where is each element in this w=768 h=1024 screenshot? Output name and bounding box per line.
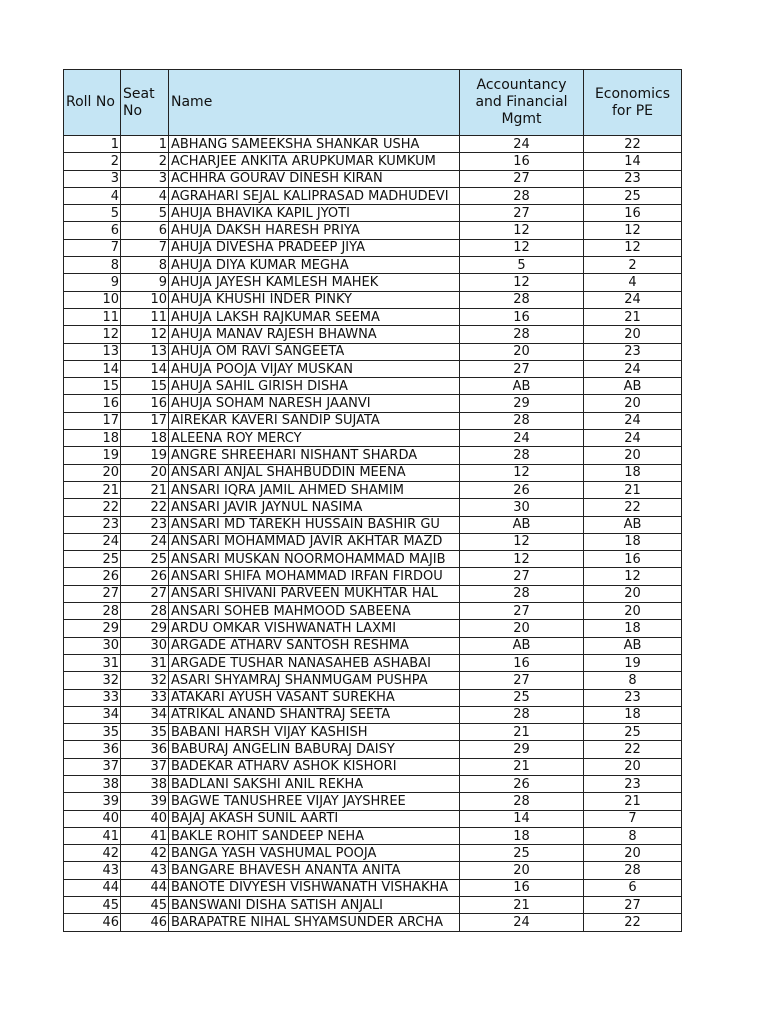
accountancy-mark-cell: 12	[460, 533, 584, 550]
accountancy-mark-cell: 18	[460, 827, 584, 844]
seat-no-cell: 46	[121, 914, 169, 931]
accountancy-mark-cell: 21	[460, 897, 584, 914]
accountancy-mark-cell: AB	[460, 637, 584, 654]
accountancy-mark-cell: 27	[460, 568, 584, 585]
accountancy-mark-cell: 27	[460, 170, 584, 187]
table-row	[64, 603, 682, 620]
economics-mark-cell: 16	[584, 205, 682, 222]
table-row	[64, 326, 682, 343]
roll-no-cell: 41	[64, 827, 121, 844]
accountancy-mark-cell: 25	[460, 689, 584, 706]
economics-mark-cell: 21	[584, 481, 682, 498]
table-row	[64, 378, 682, 395]
roll-no-cell: 45	[64, 897, 121, 914]
student-name-cell: AHUJA POOJA VIJAY MUSKAN	[169, 360, 460, 377]
seat-no-cell: 35	[121, 724, 169, 741]
student-name-cell: ACHHRA GOURAV DINESH KIRAN	[169, 170, 460, 187]
student-name-cell: AHUJA BHAVIKA KAPIL JYOTI	[169, 205, 460, 222]
student-name-cell: AHUJA DIYA KUMAR MEGHA	[169, 257, 460, 274]
roll-no-cell: 7	[64, 239, 121, 256]
economics-mark-cell: 12	[584, 568, 682, 585]
accountancy-mark-cell: 28	[460, 291, 584, 308]
student-name-cell: BAGWE TANUSHREE VIJAY JAYSHREE	[169, 793, 460, 810]
header-accountancy: Accountancy and Financial Mgmt	[460, 70, 584, 136]
seat-no-cell: 17	[121, 412, 169, 429]
economics-mark-cell: 2	[584, 257, 682, 274]
roll-no-cell: 18	[64, 430, 121, 447]
student-name-cell: AHUJA SAHIL GIRISH DISHA	[169, 378, 460, 395]
economics-mark-cell: 6	[584, 879, 682, 896]
roll-no-cell: 1	[64, 136, 121, 153]
economics-mark-cell: 25	[584, 187, 682, 204]
seat-no-cell: 45	[121, 897, 169, 914]
table-row	[64, 568, 682, 585]
roll-no-cell: 20	[64, 464, 121, 481]
economics-mark-cell: 20	[584, 326, 682, 343]
seat-no-cell: 3	[121, 170, 169, 187]
student-name-cell: ANSARI MD TAREKH HUSSAIN BASHIR GU	[169, 516, 460, 533]
economics-mark-cell: 20	[584, 395, 682, 412]
accountancy-mark-cell: 26	[460, 775, 584, 792]
seat-no-cell: 26	[121, 568, 169, 585]
roll-no-cell: 28	[64, 603, 121, 620]
accountancy-mark-cell: 5	[460, 257, 584, 274]
roll-no-cell: 26	[64, 568, 121, 585]
table-row	[64, 499, 682, 516]
accountancy-mark-cell: 29	[460, 741, 584, 758]
economics-mark-cell: 4	[584, 274, 682, 291]
table-row	[64, 343, 682, 360]
roll-no-cell: 16	[64, 395, 121, 412]
seat-no-cell: 40	[121, 810, 169, 827]
seat-no-cell: 1	[121, 136, 169, 153]
accountancy-mark-cell: 28	[460, 187, 584, 204]
table-row	[64, 689, 682, 706]
seat-no-cell: 34	[121, 706, 169, 723]
table-row	[64, 274, 682, 291]
economics-mark-cell: 28	[584, 862, 682, 879]
table-row	[64, 845, 682, 862]
student-name-cell: AHUJA SOHAM NARESH JAANVI	[169, 395, 460, 412]
roll-no-cell: 4	[64, 187, 121, 204]
accountancy-mark-cell: 27	[460, 603, 584, 620]
economics-mark-cell: 23	[584, 170, 682, 187]
student-name-cell: BARAPATRE NIHAL SHYAMSUNDER ARCHA	[169, 914, 460, 931]
student-name-cell: ANSARI ANJAL SHAHBUDDIN MEENA	[169, 464, 460, 481]
roll-no-cell: 9	[64, 274, 121, 291]
table-row	[64, 533, 682, 550]
student-name-cell: BANOTE DIVYESH VISHWANATH VISHAKHA	[169, 879, 460, 896]
accountancy-mark-cell: 12	[460, 274, 584, 291]
student-name-cell: AIREKAR KAVERI SANDIP SUJATA	[169, 412, 460, 429]
roll-no-cell: 24	[64, 533, 121, 550]
accountancy-mark-cell: 20	[460, 862, 584, 879]
seat-no-cell: 20	[121, 464, 169, 481]
table-row	[64, 585, 682, 602]
seat-no-cell: 15	[121, 378, 169, 395]
student-name-cell: ALEENA ROY MERCY	[169, 430, 460, 447]
header-roll-no: Roll No	[64, 70, 121, 136]
student-name-cell: BABANI HARSH VIJAY KASHISH	[169, 724, 460, 741]
roll-no-cell: 13	[64, 343, 121, 360]
student-name-cell: AHUJA DIVESHA PRADEEP JIYA	[169, 239, 460, 256]
header-name: Name	[169, 70, 460, 136]
economics-mark-cell: 20	[584, 758, 682, 775]
accountancy-mark-cell: 28	[460, 447, 584, 464]
student-name-cell: AHUJA JAYESH KAMLESH MAHEK	[169, 274, 460, 291]
seat-no-cell: 42	[121, 845, 169, 862]
table-row	[64, 551, 682, 568]
seat-no-cell: 29	[121, 620, 169, 637]
economics-mark-cell: 22	[584, 741, 682, 758]
economics-mark-cell: 21	[584, 308, 682, 325]
roll-no-cell: 34	[64, 706, 121, 723]
economics-mark-cell: 21	[584, 793, 682, 810]
table-row	[64, 136, 682, 153]
roll-no-cell: 31	[64, 654, 121, 671]
table-row	[64, 170, 682, 187]
accountancy-mark-cell: 24	[460, 136, 584, 153]
student-name-cell: ARDU OMKAR VISHWANATH LAXMI	[169, 620, 460, 637]
table-row	[64, 257, 682, 274]
seat-no-cell: 39	[121, 793, 169, 810]
marks-table	[63, 69, 682, 932]
student-name-cell: AHUJA LAKSH RAJKUMAR SEEMA	[169, 308, 460, 325]
table-row	[64, 412, 682, 429]
table-row	[64, 654, 682, 671]
table-row	[64, 879, 682, 896]
economics-mark-cell: AB	[584, 378, 682, 395]
seat-no-cell: 43	[121, 862, 169, 879]
roll-no-cell: 6	[64, 222, 121, 239]
seat-no-cell: 21	[121, 481, 169, 498]
table-row	[64, 758, 682, 775]
seat-no-cell: 4	[121, 187, 169, 204]
student-name-cell: BADEKAR ATHARV ASHOK KISHORI	[169, 758, 460, 775]
economics-mark-cell: 24	[584, 430, 682, 447]
economics-mark-cell: 24	[584, 291, 682, 308]
student-name-cell: ARGADE ATHARV SANTOSH RESHMA	[169, 637, 460, 654]
roll-no-cell: 35	[64, 724, 121, 741]
economics-mark-cell: 14	[584, 153, 682, 170]
table-row	[64, 672, 682, 689]
economics-mark-cell: 19	[584, 654, 682, 671]
student-name-cell: AHUJA MANAV RAJESH BHAWNA	[169, 326, 460, 343]
student-name-cell: ATAKARI AYUSH VASANT SUREKHA	[169, 689, 460, 706]
economics-mark-cell: 18	[584, 620, 682, 637]
economics-mark-cell: 22	[584, 914, 682, 931]
accountancy-mark-cell: 14	[460, 810, 584, 827]
economics-mark-cell: 7	[584, 810, 682, 827]
seat-no-cell: 16	[121, 395, 169, 412]
roll-no-cell: 27	[64, 585, 121, 602]
table-row	[64, 308, 682, 325]
student-name-cell: ANSARI SOHEB MAHMOOD SABEENA	[169, 603, 460, 620]
seat-no-cell: 11	[121, 308, 169, 325]
accountancy-mark-cell: 20	[460, 620, 584, 637]
economics-mark-cell: AB	[584, 516, 682, 533]
accountancy-mark-cell: 12	[460, 551, 584, 568]
roll-no-cell: 22	[64, 499, 121, 516]
economics-mark-cell: AB	[584, 637, 682, 654]
seat-no-cell: 30	[121, 637, 169, 654]
seat-no-cell: 7	[121, 239, 169, 256]
table-row	[64, 516, 682, 533]
seat-no-cell: 6	[121, 222, 169, 239]
roll-no-cell: 43	[64, 862, 121, 879]
table-row	[64, 897, 682, 914]
accountancy-mark-cell: 21	[460, 758, 584, 775]
accountancy-mark-cell: 24	[460, 914, 584, 931]
seat-no-cell: 10	[121, 291, 169, 308]
table-body	[64, 136, 682, 932]
seat-no-cell: 28	[121, 603, 169, 620]
accountancy-mark-cell: 12	[460, 464, 584, 481]
student-name-cell: ATRIKAL ANAND SHANTRAJ SEETA	[169, 706, 460, 723]
accountancy-mark-cell: 16	[460, 153, 584, 170]
table-row	[64, 620, 682, 637]
economics-mark-cell: 20	[584, 585, 682, 602]
student-name-cell: ANSARI SHIFA MOHAMMAD IRFAN FIRDOU	[169, 568, 460, 585]
accountancy-mark-cell: 24	[460, 430, 584, 447]
accountancy-mark-cell: 27	[460, 205, 584, 222]
seat-no-cell: 18	[121, 430, 169, 447]
header-economics: Economics for PE	[584, 70, 682, 136]
table-row	[64, 706, 682, 723]
seat-no-cell: 14	[121, 360, 169, 377]
student-name-cell: ANSARI MOHAMMAD JAVIR AKHTAR MAZD	[169, 533, 460, 550]
student-name-cell: AHUJA DAKSH HARESH PRIYA	[169, 222, 460, 239]
economics-mark-cell: 24	[584, 360, 682, 377]
accountancy-mark-cell: 27	[460, 672, 584, 689]
roll-no-cell: 46	[64, 914, 121, 931]
student-name-cell: ASARI SHYAMRAJ SHANMUGAM PUSHPA	[169, 672, 460, 689]
economics-mark-cell: 18	[584, 533, 682, 550]
economics-mark-cell: 8	[584, 672, 682, 689]
economics-mark-cell: 8	[584, 827, 682, 844]
roll-no-cell: 37	[64, 758, 121, 775]
student-name-cell: ABHANG SAMEEKSHA SHANKAR USHA	[169, 136, 460, 153]
accountancy-mark-cell: 16	[460, 879, 584, 896]
table-row	[64, 222, 682, 239]
seat-no-cell: 27	[121, 585, 169, 602]
student-name-cell: ANSARI JAVIR JAYNUL NASIMA	[169, 499, 460, 516]
accountancy-mark-cell: 27	[460, 360, 584, 377]
seat-no-cell: 24	[121, 533, 169, 550]
student-name-cell: ACHARJEE ANKITA ARUPKUMAR KUMKUM	[169, 153, 460, 170]
economics-mark-cell: 23	[584, 343, 682, 360]
economics-mark-cell: 20	[584, 845, 682, 862]
student-name-cell: BABURAJ ANGELIN BABURAJ DAISY	[169, 741, 460, 758]
roll-no-cell: 5	[64, 205, 121, 222]
accountancy-mark-cell: 29	[460, 395, 584, 412]
table-row	[64, 637, 682, 654]
roll-no-cell: 23	[64, 516, 121, 533]
accountancy-mark-cell: 28	[460, 793, 584, 810]
roll-no-cell: 25	[64, 551, 121, 568]
economics-mark-cell: 22	[584, 136, 682, 153]
accountancy-mark-cell: 25	[460, 845, 584, 862]
seat-no-cell: 25	[121, 551, 169, 568]
student-name-cell: ANSARI MUSKAN NOORMOHAMMAD MAJIB	[169, 551, 460, 568]
seat-no-cell: 44	[121, 879, 169, 896]
economics-mark-cell: 16	[584, 551, 682, 568]
roll-no-cell: 36	[64, 741, 121, 758]
economics-mark-cell: 12	[584, 239, 682, 256]
accountancy-mark-cell: 28	[460, 585, 584, 602]
student-name-cell: BANGA YASH VASHUMAL POOJA	[169, 845, 460, 862]
student-name-cell: BAKLE ROHIT SANDEEP NEHA	[169, 827, 460, 844]
roll-no-cell: 12	[64, 326, 121, 343]
table-row	[64, 464, 682, 481]
table-row	[64, 793, 682, 810]
student-name-cell: BAJAJ AKASH SUNIL AARTI	[169, 810, 460, 827]
student-name-cell: AHUJA OM RAVI SANGEETA	[169, 343, 460, 360]
roll-no-cell: 30	[64, 637, 121, 654]
economics-mark-cell: 20	[584, 447, 682, 464]
seat-no-cell: 36	[121, 741, 169, 758]
seat-no-cell: 2	[121, 153, 169, 170]
accountancy-mark-cell: 28	[460, 412, 584, 429]
economics-mark-cell: 24	[584, 412, 682, 429]
student-name-cell: ANGRE SHREEHARI NISHANT SHARDA	[169, 447, 460, 464]
economics-mark-cell: 23	[584, 689, 682, 706]
table-row	[64, 395, 682, 412]
roll-no-cell: 33	[64, 689, 121, 706]
roll-no-cell: 15	[64, 378, 121, 395]
table-row	[64, 430, 682, 447]
accountancy-mark-cell: 12	[460, 239, 584, 256]
seat-no-cell: 5	[121, 205, 169, 222]
accountancy-mark-cell: 16	[460, 654, 584, 671]
seat-no-cell: 41	[121, 827, 169, 844]
seat-no-cell: 32	[121, 672, 169, 689]
student-name-cell: ANSARI SHIVANI PARVEEN MUKHTAR HAL	[169, 585, 460, 602]
seat-no-cell: 12	[121, 326, 169, 343]
table-row	[64, 914, 682, 931]
seat-no-cell: 37	[121, 758, 169, 775]
roll-no-cell: 39	[64, 793, 121, 810]
roll-no-cell: 44	[64, 879, 121, 896]
header-row	[64, 70, 682, 136]
economics-mark-cell: 22	[584, 499, 682, 516]
roll-no-cell: 17	[64, 412, 121, 429]
seat-no-cell: 19	[121, 447, 169, 464]
economics-mark-cell: 18	[584, 706, 682, 723]
student-name-cell: ARGADE TUSHAR NANASAHEB ASHABAI	[169, 654, 460, 671]
roll-no-cell: 19	[64, 447, 121, 464]
seat-no-cell: 38	[121, 775, 169, 792]
seat-no-cell: 23	[121, 516, 169, 533]
accountancy-mark-cell: 21	[460, 724, 584, 741]
student-name-cell: BADLANI SAKSHI ANIL REKHA	[169, 775, 460, 792]
table-row	[64, 481, 682, 498]
table-row	[64, 775, 682, 792]
economics-mark-cell: 23	[584, 775, 682, 792]
student-name-cell: BANGARE BHAVESH ANANTA ANITA	[169, 862, 460, 879]
header-seat-no: Seat No	[121, 70, 169, 136]
seat-no-cell: 9	[121, 274, 169, 291]
roll-no-cell: 38	[64, 775, 121, 792]
roll-no-cell: 2	[64, 153, 121, 170]
seat-no-cell: 8	[121, 257, 169, 274]
economics-mark-cell: 20	[584, 603, 682, 620]
roll-no-cell: 42	[64, 845, 121, 862]
accountancy-mark-cell: 26	[460, 481, 584, 498]
table-header	[64, 70, 682, 136]
student-name-cell: ANSARI IQRA JAMIL AHMED SHAMIM	[169, 481, 460, 498]
student-name-cell: AGRAHARI SEJAL KALIPRASAD MADHUDEVI	[169, 187, 460, 204]
accountancy-mark-cell: AB	[460, 378, 584, 395]
accountancy-mark-cell: 28	[460, 326, 584, 343]
roll-no-cell: 21	[64, 481, 121, 498]
roll-no-cell: 40	[64, 810, 121, 827]
seat-no-cell: 31	[121, 654, 169, 671]
table-row	[64, 360, 682, 377]
accountancy-mark-cell: 20	[460, 343, 584, 360]
table-row	[64, 239, 682, 256]
roll-no-cell: 8	[64, 257, 121, 274]
table-row	[64, 205, 682, 222]
table-row	[64, 810, 682, 827]
seat-no-cell: 13	[121, 343, 169, 360]
student-name-cell: BANSWANI DISHA SATISH ANJALI	[169, 897, 460, 914]
table-row	[64, 827, 682, 844]
table-row	[64, 741, 682, 758]
roll-no-cell: 3	[64, 170, 121, 187]
accountancy-mark-cell: 30	[460, 499, 584, 516]
table-row	[64, 187, 682, 204]
economics-mark-cell: 25	[584, 724, 682, 741]
accountancy-mark-cell: AB	[460, 516, 584, 533]
table-row	[64, 291, 682, 308]
economics-mark-cell: 27	[584, 897, 682, 914]
accountancy-mark-cell: 16	[460, 308, 584, 325]
table-row	[64, 447, 682, 464]
table-row	[64, 724, 682, 741]
table-row	[64, 153, 682, 170]
roll-no-cell: 10	[64, 291, 121, 308]
roll-no-cell: 29	[64, 620, 121, 637]
accountancy-mark-cell: 12	[460, 222, 584, 239]
student-name-cell: AHUJA KHUSHI INDER PINKY	[169, 291, 460, 308]
accountancy-mark-cell: 28	[460, 706, 584, 723]
roll-no-cell: 11	[64, 308, 121, 325]
table-row	[64, 862, 682, 879]
economics-mark-cell: 12	[584, 222, 682, 239]
seat-no-cell: 33	[121, 689, 169, 706]
economics-mark-cell: 18	[584, 464, 682, 481]
roll-no-cell: 32	[64, 672, 121, 689]
roll-no-cell: 14	[64, 360, 121, 377]
seat-no-cell: 22	[121, 499, 169, 516]
